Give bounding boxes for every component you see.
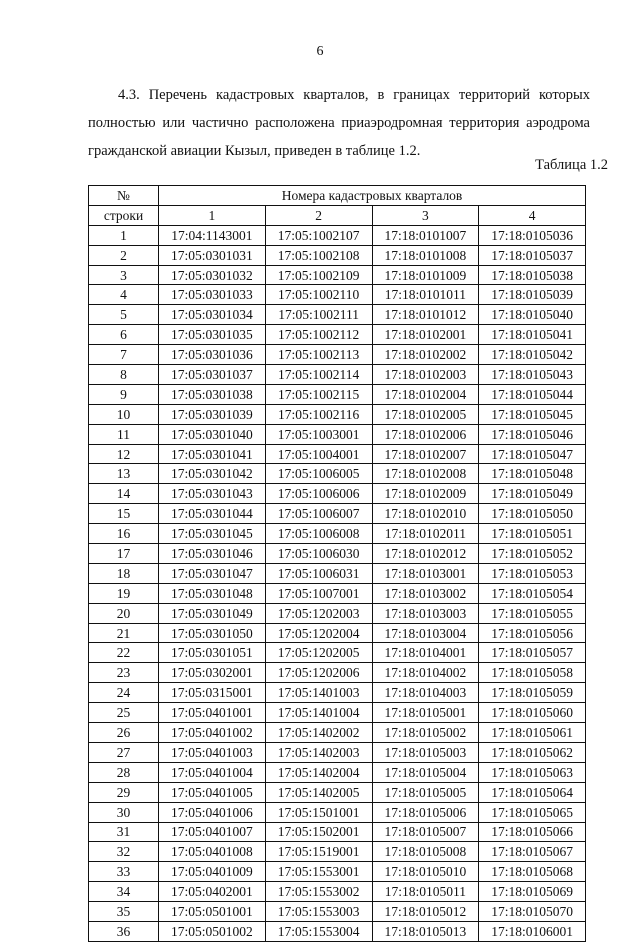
row-number-cell: 7 xyxy=(89,345,159,365)
cadastral-number-cell: 17:05:0301048 xyxy=(159,583,266,603)
table-row xyxy=(89,921,586,941)
cadastral-number-cell: 17:05:1003001 xyxy=(265,424,372,444)
cadastral-number-cell: 17:05:1002116 xyxy=(265,404,372,424)
cadastral-number-cell: 17:05:1202004 xyxy=(265,623,372,643)
row-number-cell: 23 xyxy=(89,663,159,683)
row-number-cell: 31 xyxy=(89,822,159,842)
table-row xyxy=(89,504,586,524)
cadastral-number-cell: 17:04:1143001 xyxy=(159,225,266,245)
cadastral-number-cell: 17:18:0101009 xyxy=(372,265,479,285)
table-row xyxy=(89,782,586,802)
cadastral-number-cell: 17:05:0301047 xyxy=(159,563,266,583)
cadastral-number-cell: 17:05:0401006 xyxy=(159,802,266,822)
cadastral-number-cell: 17:05:0301051 xyxy=(159,643,266,663)
table-row xyxy=(89,742,586,762)
cadastral-number-cell: 17:18:0105007 xyxy=(372,822,479,842)
cadastral-number-cell: 17:18:0105063 xyxy=(479,762,586,782)
cadastral-number-cell: 17:05:1002107 xyxy=(265,225,372,245)
cadastral-number-cell: 17:05:1006008 xyxy=(265,524,372,544)
table-row xyxy=(89,285,586,305)
cadastral-number-cell: 17:18:0105012 xyxy=(372,902,479,922)
cadastral-number-cell: 17:18:0102012 xyxy=(372,544,479,564)
row-number-cell: 13 xyxy=(89,464,159,484)
cadastral-number-cell: 17:18:0104001 xyxy=(372,643,479,663)
cadastral-number-cell: 17:05:1402002 xyxy=(265,723,372,743)
table-row xyxy=(89,345,586,365)
cadastral-number-cell: 17:18:0104003 xyxy=(372,683,479,703)
row-number-cell: 25 xyxy=(89,703,159,723)
table-row xyxy=(89,663,586,683)
table-header-row xyxy=(89,186,586,206)
cadastral-number-cell: 17:05:1002110 xyxy=(265,285,372,305)
cadastral-number-cell: 17:05:1401003 xyxy=(265,683,372,703)
row-number-cell: 20 xyxy=(89,603,159,623)
cadastral-number-cell: 17:18:0105058 xyxy=(479,663,586,683)
cadastral-number-cell: 17:18:0105062 xyxy=(479,742,586,762)
table-row xyxy=(89,384,586,404)
cadastral-number-cell: 17:05:0401001 xyxy=(159,703,266,723)
cadastral-number-cell: 17:18:0105047 xyxy=(479,444,586,464)
cadastral-table xyxy=(88,185,586,942)
cadastral-number-cell: 17:18:0105053 xyxy=(479,563,586,583)
cadastral-number-cell: 17:18:0105069 xyxy=(479,882,586,902)
cadastral-number-cell: 17:05:1501001 xyxy=(265,802,372,822)
table-row xyxy=(89,862,586,882)
cadastral-number-cell: 17:18:0105065 xyxy=(479,802,586,822)
cadastral-number-cell: 17:18:0103004 xyxy=(372,623,479,643)
table-row xyxy=(89,802,586,822)
cadastral-number-cell: 17:05:1402005 xyxy=(265,782,372,802)
cadastral-number-cell: 17:05:0401009 xyxy=(159,862,266,882)
cadastral-number-cell: 17:18:0105045 xyxy=(479,404,586,424)
cadastral-number-cell: 17:05:0301037 xyxy=(159,365,266,385)
cadastral-number-cell: 17:05:1006030 xyxy=(265,544,372,564)
cadastral-number-cell: 17:05:0501001 xyxy=(159,902,266,922)
cadastral-number-cell: 17:05:0301031 xyxy=(159,245,266,265)
cadastral-number-cell: 17:18:0105061 xyxy=(479,723,586,743)
cadastral-number-cell: 17:05:1401004 xyxy=(265,703,372,723)
cadastral-number-cell: 17:18:0105046 xyxy=(479,424,586,444)
row-number-cell: 35 xyxy=(89,902,159,922)
cadastral-number-cell: 17:18:0105043 xyxy=(479,365,586,385)
cadastral-number-cell: 17:18:0105037 xyxy=(479,245,586,265)
row-number-cell: 11 xyxy=(89,424,159,444)
cadastral-number-cell: 17:05:0401004 xyxy=(159,762,266,782)
cadastral-number-cell: 17:18:0103002 xyxy=(372,583,479,603)
cadastral-number-cell: 17:18:0102008 xyxy=(372,464,479,484)
cadastral-number-cell: 17:05:1553002 xyxy=(265,882,372,902)
cadastral-number-cell: 17:18:0104002 xyxy=(372,663,479,683)
table-row xyxy=(89,703,586,723)
cadastral-number-cell: 17:18:0106001 xyxy=(479,921,586,941)
cadastral-number-cell: 17:05:0301039 xyxy=(159,404,266,424)
cadastral-number-cell: 17:05:1553004 xyxy=(265,921,372,941)
cadastral-number-cell: 17:18:0102007 xyxy=(372,444,479,464)
cadastral-number-cell: 17:18:0105002 xyxy=(372,723,479,743)
row-number-cell: 6 xyxy=(89,325,159,345)
page-number: 6 xyxy=(316,44,324,59)
table-row xyxy=(89,265,586,285)
cadastral-number-cell: 17:18:0105054 xyxy=(479,583,586,603)
column-number: 4 xyxy=(479,205,586,225)
cadastral-number-cell: 17:05:0301035 xyxy=(159,325,266,345)
cadastral-number-cell: 17:05:0401005 xyxy=(159,782,266,802)
cadastral-number-cell: 17:05:0301049 xyxy=(159,603,266,623)
cadastral-number-cell: 17:18:0105040 xyxy=(479,305,586,325)
cadastral-number-cell: 17:18:0101008 xyxy=(372,245,479,265)
row-number-cell: 10 xyxy=(89,404,159,424)
table-row xyxy=(89,723,586,743)
cadastral-number-cell: 17:05:1002115 xyxy=(265,384,372,404)
cadastral-number-cell: 17:18:0102010 xyxy=(372,504,479,524)
paragraph-line: полностью или частично расположена приаэродромная территория аэродрома xyxy=(88,115,590,131)
cadastral-number-cell: 17:18:0105010 xyxy=(372,862,479,882)
cadastral-number-cell: 17:18:0105003 xyxy=(372,742,479,762)
cadastral-number-cell: 17:18:0105064 xyxy=(479,782,586,802)
cadastral-number-cell: 17:05:1002109 xyxy=(265,265,372,285)
column-number: 1 xyxy=(159,205,266,225)
table-row xyxy=(89,444,586,464)
table-row xyxy=(89,464,586,484)
header-number-sign: № xyxy=(89,186,159,206)
cadastral-number-cell: 17:18:0105051 xyxy=(479,524,586,544)
row-number-cell: 18 xyxy=(89,563,159,583)
row-number-cell: 17 xyxy=(89,544,159,564)
cadastral-number-cell: 17:05:0401008 xyxy=(159,842,266,862)
cadastral-number-cell: 17:05:0301043 xyxy=(159,484,266,504)
cadastral-number-cell: 17:18:0105048 xyxy=(479,464,586,484)
cadastral-number-cell: 17:05:0301041 xyxy=(159,444,266,464)
cadastral-number-cell: 17:18:0102003 xyxy=(372,365,479,385)
paragraph-line: гражданской авиации Кызыл, приведен в таблице 1.2. xyxy=(88,143,421,159)
cadastral-number-cell: 17:18:0105056 xyxy=(479,623,586,643)
cadastral-number-cell: 17:18:0105039 xyxy=(479,285,586,305)
cadastral-number-cell: 17:05:1402004 xyxy=(265,762,372,782)
cadastral-number-cell: 17:18:0105038 xyxy=(479,265,586,285)
row-number-cell: 34 xyxy=(89,882,159,902)
table-row xyxy=(89,524,586,544)
cadastral-number-cell: 17:18:0102011 xyxy=(372,524,479,544)
cadastral-number-cell: 17:05:0301033 xyxy=(159,285,266,305)
cadastral-number-cell: 17:05:1007001 xyxy=(265,583,372,603)
row-number-cell: 8 xyxy=(89,365,159,385)
cadastral-number-cell: 17:18:0101011 xyxy=(372,285,479,305)
cadastral-number-cell: 17:05:0301036 xyxy=(159,345,266,365)
cadastral-number-cell: 17:05:1202006 xyxy=(265,663,372,683)
cadastral-number-cell: 17:05:0301042 xyxy=(159,464,266,484)
table-row xyxy=(89,603,586,623)
cadastral-number-cell: 17:05:0401003 xyxy=(159,742,266,762)
cadastral-number-cell: 17:05:0315001 xyxy=(159,683,266,703)
row-number-cell: 36 xyxy=(89,921,159,941)
table-row xyxy=(89,305,586,325)
cadastral-number-cell: 17:05:1519001 xyxy=(265,842,372,862)
cadastral-number-cell: 17:18:0102004 xyxy=(372,384,479,404)
row-number-cell: 15 xyxy=(89,504,159,524)
row-number-cell: 14 xyxy=(89,484,159,504)
row-number-cell: 12 xyxy=(89,444,159,464)
table-row xyxy=(89,643,586,663)
cadastral-number-cell: 17:18:0102002 xyxy=(372,345,479,365)
cadastral-number-cell: 17:05:1202003 xyxy=(265,603,372,623)
cadastral-number-cell: 17:05:0302001 xyxy=(159,663,266,683)
cadastral-number-cell: 17:05:0301044 xyxy=(159,504,266,524)
cadastral-number-cell: 17:18:0105006 xyxy=(372,802,479,822)
cadastral-number-cell: 17:05:0301032 xyxy=(159,265,266,285)
row-number-cell: 2 xyxy=(89,245,159,265)
cadastral-number-cell: 17:18:0105036 xyxy=(479,225,586,245)
cadastral-number-cell: 17:18:0105008 xyxy=(372,842,479,862)
table-row xyxy=(89,424,586,444)
cadastral-number-cell: 17:05:1553003 xyxy=(265,902,372,922)
cadastral-number-cell: 17:18:0105049 xyxy=(479,484,586,504)
cadastral-number-cell: 17:05:1006006 xyxy=(265,484,372,504)
cadastral-number-cell: 17:18:0102001 xyxy=(372,325,479,345)
cadastral-number-cell: 17:18:0105004 xyxy=(372,762,479,782)
table-row xyxy=(89,365,586,385)
header-row-label: строки xyxy=(89,205,159,225)
cadastral-number-cell: 17:05:0301038 xyxy=(159,384,266,404)
table-row xyxy=(89,882,586,902)
row-number-cell: 33 xyxy=(89,862,159,882)
cadastral-number-cell: 17:05:0301034 xyxy=(159,305,266,325)
row-number-cell: 24 xyxy=(89,683,159,703)
row-number-cell: 1 xyxy=(89,225,159,245)
row-number-cell: 4 xyxy=(89,285,159,305)
row-number-cell: 28 xyxy=(89,762,159,782)
table-row xyxy=(89,325,586,345)
cadastral-number-cell: 17:05:1006031 xyxy=(265,563,372,583)
table-row xyxy=(89,762,586,782)
cadastral-number-cell: 17:05:0301046 xyxy=(159,544,266,564)
row-number-cell: 21 xyxy=(89,623,159,643)
cadastral-number-cell: 17:18:0102009 xyxy=(372,484,479,504)
table-row xyxy=(89,842,586,862)
cadastral-number-cell: 17:05:0501002 xyxy=(159,921,266,941)
cadastral-number-cell: 17:18:0105060 xyxy=(479,703,586,723)
cadastral-number-cell: 17:18:0101012 xyxy=(372,305,479,325)
table-row xyxy=(89,404,586,424)
cadastral-number-cell: 17:05:1002108 xyxy=(265,245,372,265)
row-number-cell: 26 xyxy=(89,723,159,743)
cadastral-number-cell: 17:18:0102006 xyxy=(372,424,479,444)
row-number-cell: 27 xyxy=(89,742,159,762)
cadastral-number-cell: 17:05:0301040 xyxy=(159,424,266,444)
column-number: 3 xyxy=(372,205,479,225)
row-number-cell: 32 xyxy=(89,842,159,862)
table-row xyxy=(89,583,586,603)
cadastral-number-cell: 17:05:1004001 xyxy=(265,444,372,464)
paragraph-line: 4.3. Перечень кадастровых кварталов, в границах территорий которых xyxy=(118,87,590,103)
cadastral-number-cell: 17:18:0105042 xyxy=(479,345,586,365)
cadastral-number-cell: 17:18:0105067 xyxy=(479,842,586,862)
row-number-cell: 5 xyxy=(89,305,159,325)
table-row xyxy=(89,225,586,245)
header-group-title: Номера кадастровых кварталов xyxy=(159,186,586,206)
cadastral-number-cell: 17:18:0103003 xyxy=(372,603,479,623)
cadastral-number-cell: 17:05:1002111 xyxy=(265,305,372,325)
cadastral-number-cell: 17:05:0301050 xyxy=(159,623,266,643)
cadastral-number-cell: 17:18:0101007 xyxy=(372,225,479,245)
table-caption: Таблица 1.2 xyxy=(535,157,608,173)
cadastral-number-cell: 17:18:0105068 xyxy=(479,862,586,882)
cadastral-number-cell: 17:18:0105044 xyxy=(479,384,586,404)
row-number-cell: 9 xyxy=(89,384,159,404)
cadastral-number-cell: 17:18:0105050 xyxy=(479,504,586,524)
cadastral-number-cell: 17:05:1002114 xyxy=(265,365,372,385)
cadastral-number-cell: 17:05:1502001 xyxy=(265,822,372,842)
cadastral-number-cell: 17:05:1002112 xyxy=(265,325,372,345)
cadastral-number-cell: 17:18:0105055 xyxy=(479,603,586,623)
cadastral-number-cell: 17:05:1002113 xyxy=(265,345,372,365)
table-row xyxy=(89,683,586,703)
row-number-cell: 22 xyxy=(89,643,159,663)
cadastral-number-cell: 17:05:1202005 xyxy=(265,643,372,663)
cadastral-number-cell: 17:18:0105011 xyxy=(372,882,479,902)
row-number-cell: 29 xyxy=(89,782,159,802)
cadastral-number-cell: 17:18:0105005 xyxy=(372,782,479,802)
table-row xyxy=(89,563,586,583)
cadastral-number-cell: 17:18:0105066 xyxy=(479,822,586,842)
cadastral-number-cell: 17:05:1006007 xyxy=(265,504,372,524)
cadastral-number-cell: 17:05:0401007 xyxy=(159,822,266,842)
cadastral-number-cell: 17:18:0105013 xyxy=(372,921,479,941)
table-row xyxy=(89,902,586,922)
cadastral-number-cell: 17:18:0103001 xyxy=(372,563,479,583)
cadastral-number-cell: 17:18:0105059 xyxy=(479,683,586,703)
paragraph xyxy=(88,81,590,165)
table-row xyxy=(89,484,586,504)
cadastral-number-cell: 17:18:0105052 xyxy=(479,544,586,564)
row-number-cell: 3 xyxy=(89,265,159,285)
row-number-cell: 19 xyxy=(89,583,159,603)
cadastral-number-cell: 17:18:0105057 xyxy=(479,643,586,663)
table-row xyxy=(89,623,586,643)
cadastral-number-cell: 17:05:0402001 xyxy=(159,882,266,902)
row-number-cell: 16 xyxy=(89,524,159,544)
row-number-cell: 30 xyxy=(89,802,159,822)
cadastral-number-cell: 17:05:0401002 xyxy=(159,723,266,743)
table-header-row xyxy=(89,205,586,225)
cadastral-number-cell: 17:05:1006005 xyxy=(265,464,372,484)
cadastral-number-cell: 17:05:0301045 xyxy=(159,524,266,544)
column-number: 2 xyxy=(265,205,372,225)
cadastral-number-cell: 17:05:1402003 xyxy=(265,742,372,762)
cadastral-number-cell: 17:18:0105070 xyxy=(479,902,586,922)
table-row xyxy=(89,544,586,564)
cadastral-number-cell: 17:05:1553001 xyxy=(265,862,372,882)
cadastral-number-cell: 17:18:0105001 xyxy=(372,703,479,723)
cadastral-number-cell: 17:18:0105041 xyxy=(479,325,586,345)
table-row xyxy=(89,245,586,265)
cadastral-number-cell: 17:18:0102005 xyxy=(372,404,479,424)
table-row xyxy=(89,822,586,842)
